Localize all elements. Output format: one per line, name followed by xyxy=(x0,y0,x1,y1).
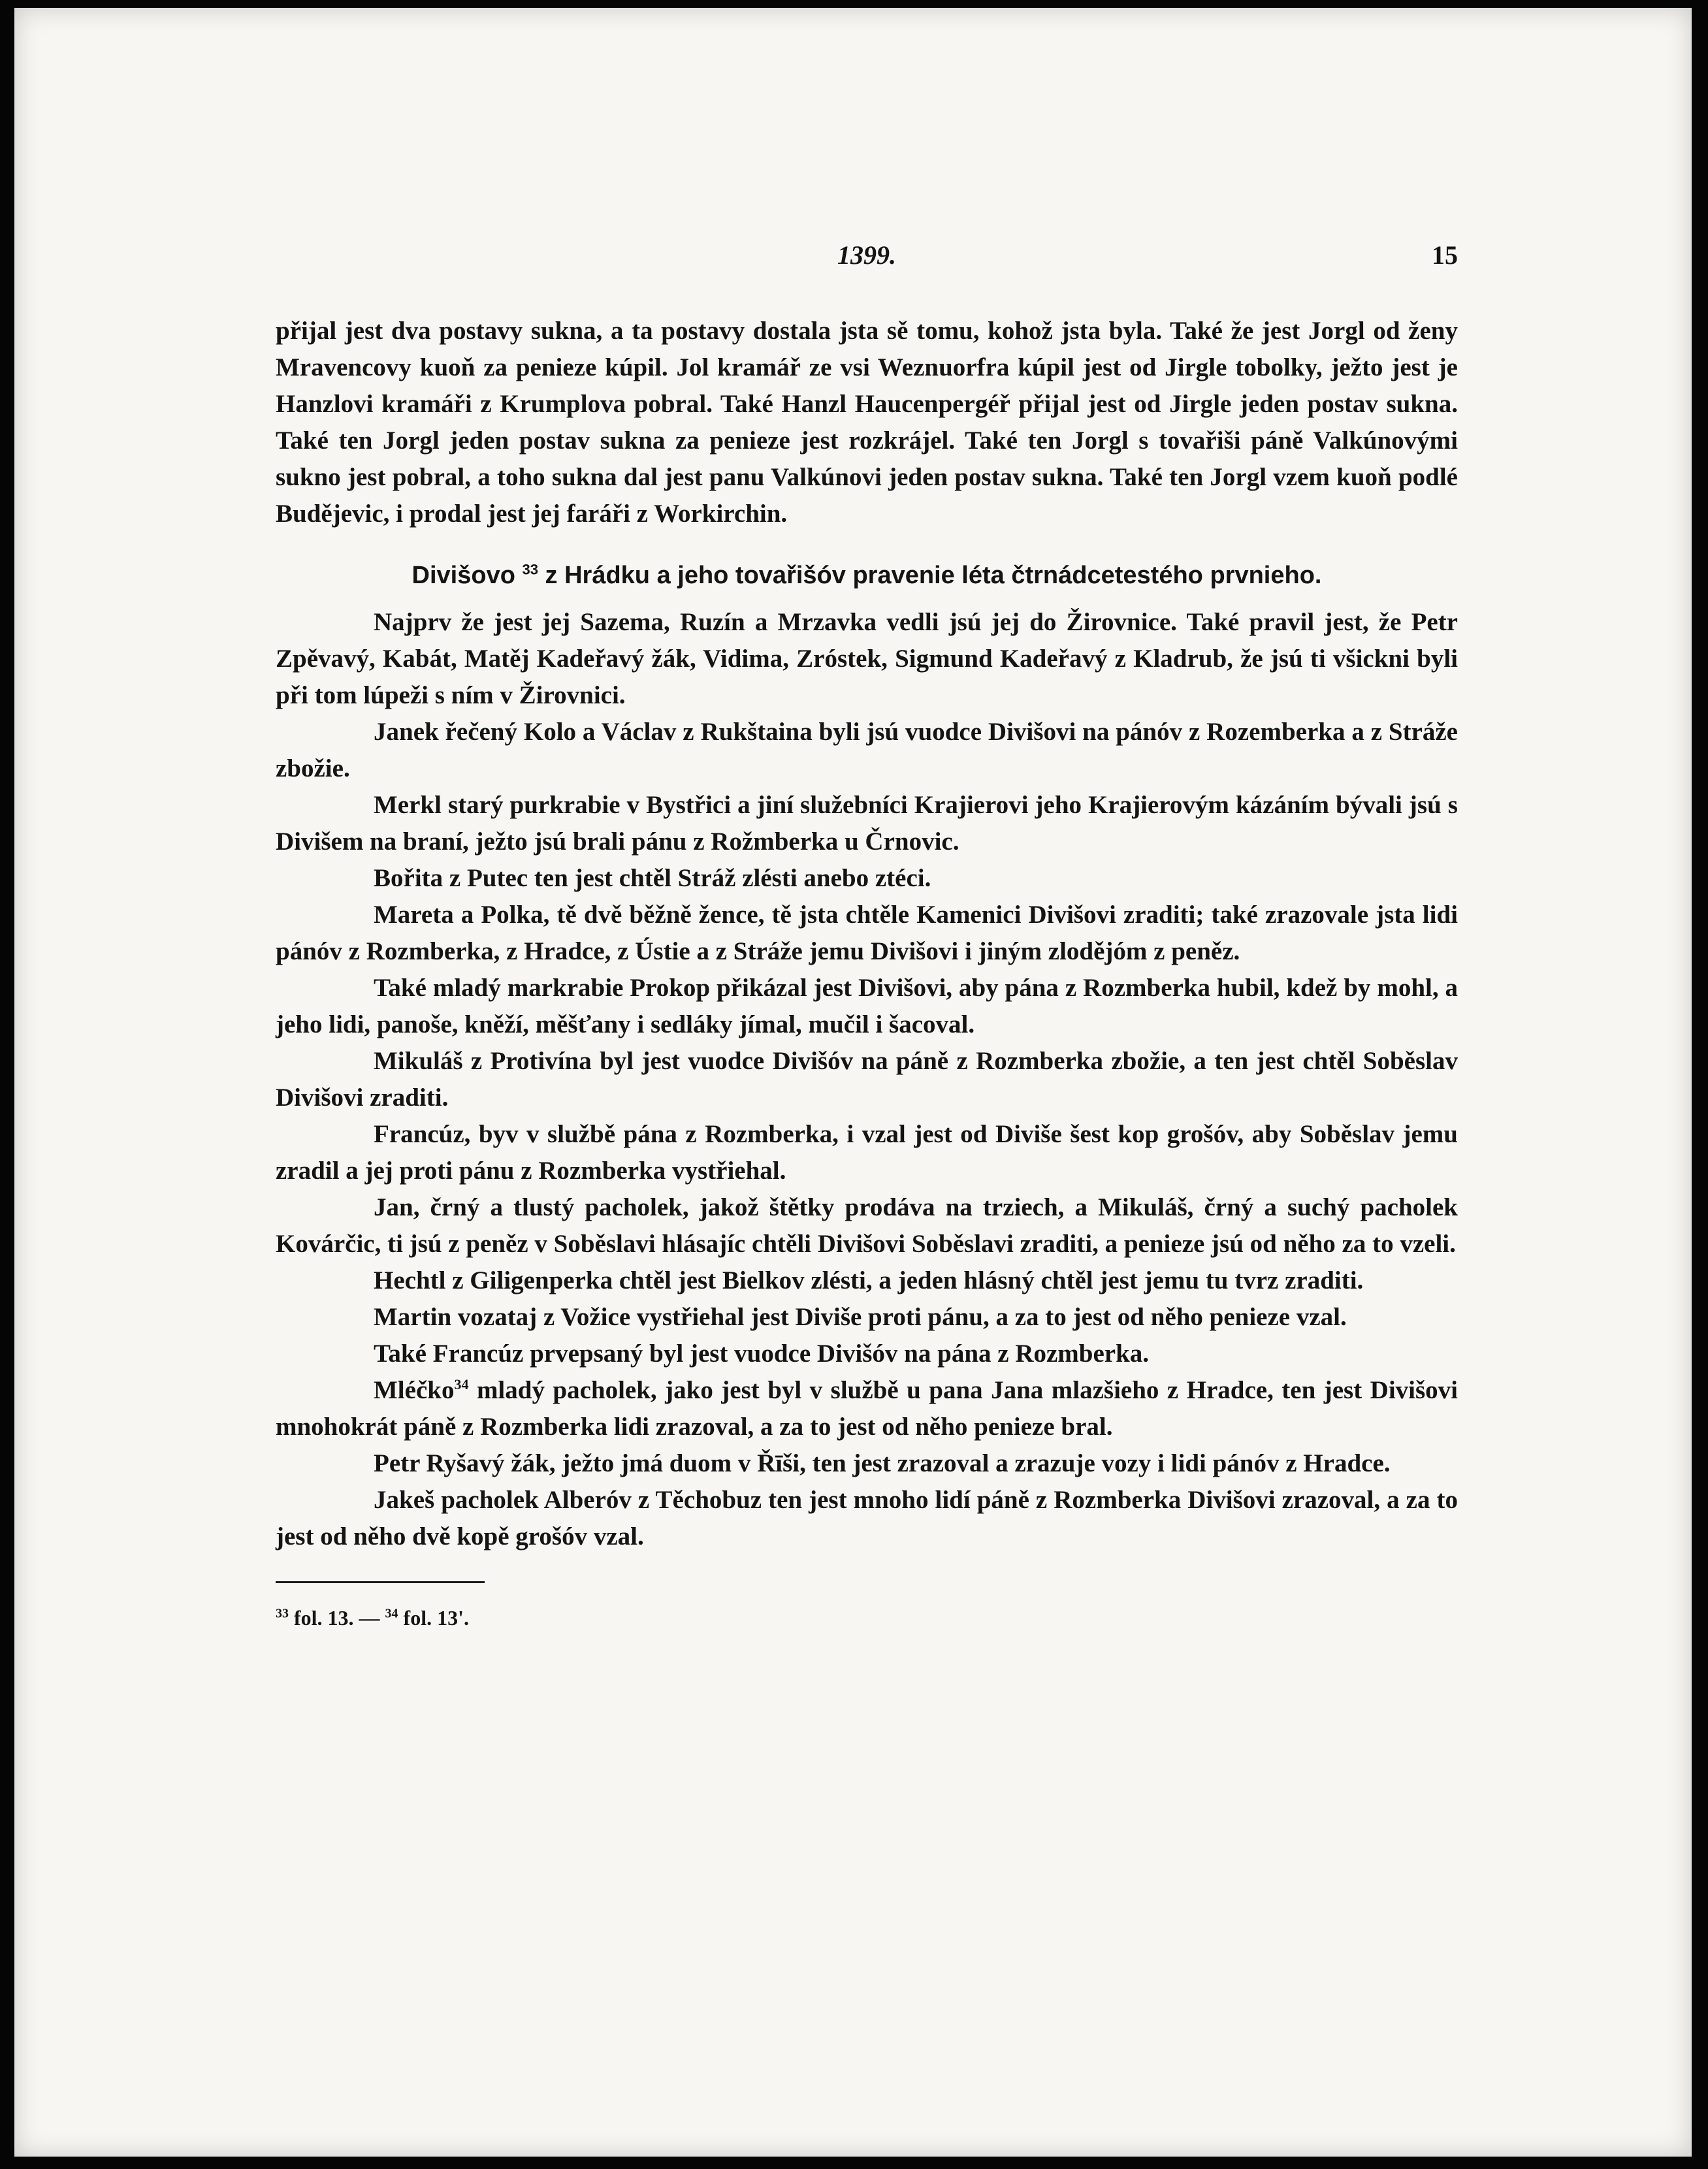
paragraph: Mikuláš z Protivína byl jest vuodce Divišóv na páně z Rozmberka zbožie, a ten jest chtěl Soběslav Divišovi zraditi. xyxy=(276,1047,1458,1112)
paragraph: Také Francúz prvepsaný byl jest vuodce Divišóv na pána z Rozmberka. xyxy=(374,1340,1150,1368)
page-number: 15 xyxy=(1432,240,1458,270)
paragraph: Martin vozataj z Vožice vystřiehal jest Diviše proti pánu, a za to jest od něho penieze vzal. xyxy=(374,1303,1347,1331)
paragraph: Francúz, byv v službě pána z Rozmberka, i vzal jest od Diviše šest kop grošóv, aby Soběslav jemu zradil a jej proti pánu z Rozmberka vystřiehal. xyxy=(276,1120,1458,1185)
running-title: 1399. xyxy=(837,240,896,270)
footnote-ref-34: 34 xyxy=(454,1376,469,1392)
paragraph: Také mladý markrabie Prokop přikázal jest Divišovi, aby pána z Rozmberka hubil, kdež by mohl, a jeho lidi, panoše, kněží, měšťany i sedláky jímal, mučil i šacoval. xyxy=(276,974,1458,1038)
paragraph: Janek řečený Kolo a Václav z Rukštaina byli jsú vuodce Divišovi na pánóv z Rozemberka a z Stráže zbožie. xyxy=(276,718,1458,782)
heading-name: Divišovo xyxy=(411,562,515,589)
paragraph: Najprv že jest jej Sazema, Ruzín a Mrzavka vedli jsú jej do Žirovnice. Také pravil jest, že Petr Zpěvavý, Kabát, Matěj Kadeřavý žák, Vidima, Zróstek, Sigmund Kadeřavý z Kladrub, že jsú ti všickni byli při tom lúpeži s ním v Žirovnici. xyxy=(276,608,1458,709)
footnote-34-text: fol. 13'. xyxy=(403,1606,469,1630)
paragraph-intro: přijal jest dva postavy sukna, a ta postavy dostala jsta sě tomu, kohož jsta byla. Také že jest Jorgl od ženy Mravencovy kuoň za penieze kúpil. Jol kramář ze vsi Weznuorfra kúpil jest od Jirgle tobolky, ježto jest je Hanzlovi kramáři z Krumplova pobral. Také Hanzl Haucenpergéř přijal jest od Jirgle jeden postav sukna. Také ten Jorgl jeden postav sukna za penieze jest rozkrájel. Také ten Jorgl s tovařiši páně Valkúnovými sukno jest pobral, a toho sukna dal jest panu Valkúnovi jeden postav sukna. Také ten Jorgl vzem kuoň podlé Budějevic, i prodal jest jej faráři z Workirchin. xyxy=(276,317,1458,528)
paragraph: Bořita z Putec ten jest chtěl Stráž zlésti anebo ztéci. xyxy=(374,864,931,892)
mlecko-text: mladý pacholek, jako jest byl v službě u pana Jana mlazšieho z Hradce, ten jest Divišovi mnohokrát páně z Rozmberka lidi zrazoval, a za to jest od něho penieze bral. xyxy=(276,1376,1458,1441)
paragraph: Petr Ryšavý žák, ježto jmá duom v Řīši, ten jest zrazoval a zrazuje vozy i lidi pánóv z Hradce. xyxy=(374,1449,1391,1477)
footnote-mark-33: 33 xyxy=(276,1606,289,1621)
text-body xyxy=(276,240,1458,1633)
footnote-separator: — xyxy=(359,1606,380,1630)
running-head xyxy=(276,240,1458,279)
footnote-33-text: fol. 13. xyxy=(294,1606,354,1630)
paragraph: Jan, črný a tlustý pacholek, jakož štětky prodáva na trziech, a Mikuláš, črný a suchý pacholek Kovárčic, ti jsú z peněz v Soběslavi hlásajíc chtěli Divišovi Soběslavi zraditi, a penieze jsú od něho za to vzeli. xyxy=(276,1193,1458,1258)
section-heading xyxy=(276,556,1458,595)
footnote-mark-34: 34 xyxy=(385,1606,398,1621)
paragraph: Hechtl z Giligenperka chtěl jest Bielkov zlésti, a jeden hlásný chtěl jest jemu tu tvrz zraditi. xyxy=(374,1266,1364,1294)
mlecko-name: Mléčko xyxy=(374,1376,455,1404)
document-page xyxy=(14,8,1692,2157)
paragraph: Mareta a Polka, tě dvě běžně žence, tě jsta chtěle Kamenici Divišovi zraditi; také zrazovale jsta lidi pánóv z Rozmberka, z Hradce, z Ústie a z Stráže jemu Divišovi i jiným zlodějóm z peněz. xyxy=(276,901,1458,965)
footnote-rule xyxy=(276,1581,485,1583)
footnotes xyxy=(276,1603,1458,1633)
footnote-ref-33: 33 xyxy=(522,561,538,578)
paragraph-mlecko xyxy=(276,1372,1458,1445)
paragraph: Jakeš pacholek Alberóv z Těchobuz ten jest mnoho lidí páně z Rozmberka Divišovi zrazoval, a za to jest od něho dvě kopě grošóv vzal. xyxy=(276,1486,1458,1550)
heading-rest: z Hrádku a jeho tovařišóv pravenie léta čtrnádcetestého prvnieho. xyxy=(545,562,1322,589)
paragraph: Merkl starý purkrabie v Bystřici a jiní služebníci Krajierovi jeho Krajierovým kázáním bývali jsú s Divišem na braní, ježto jsú brali pánu z Rožmberka u Črnovic. xyxy=(276,791,1458,856)
